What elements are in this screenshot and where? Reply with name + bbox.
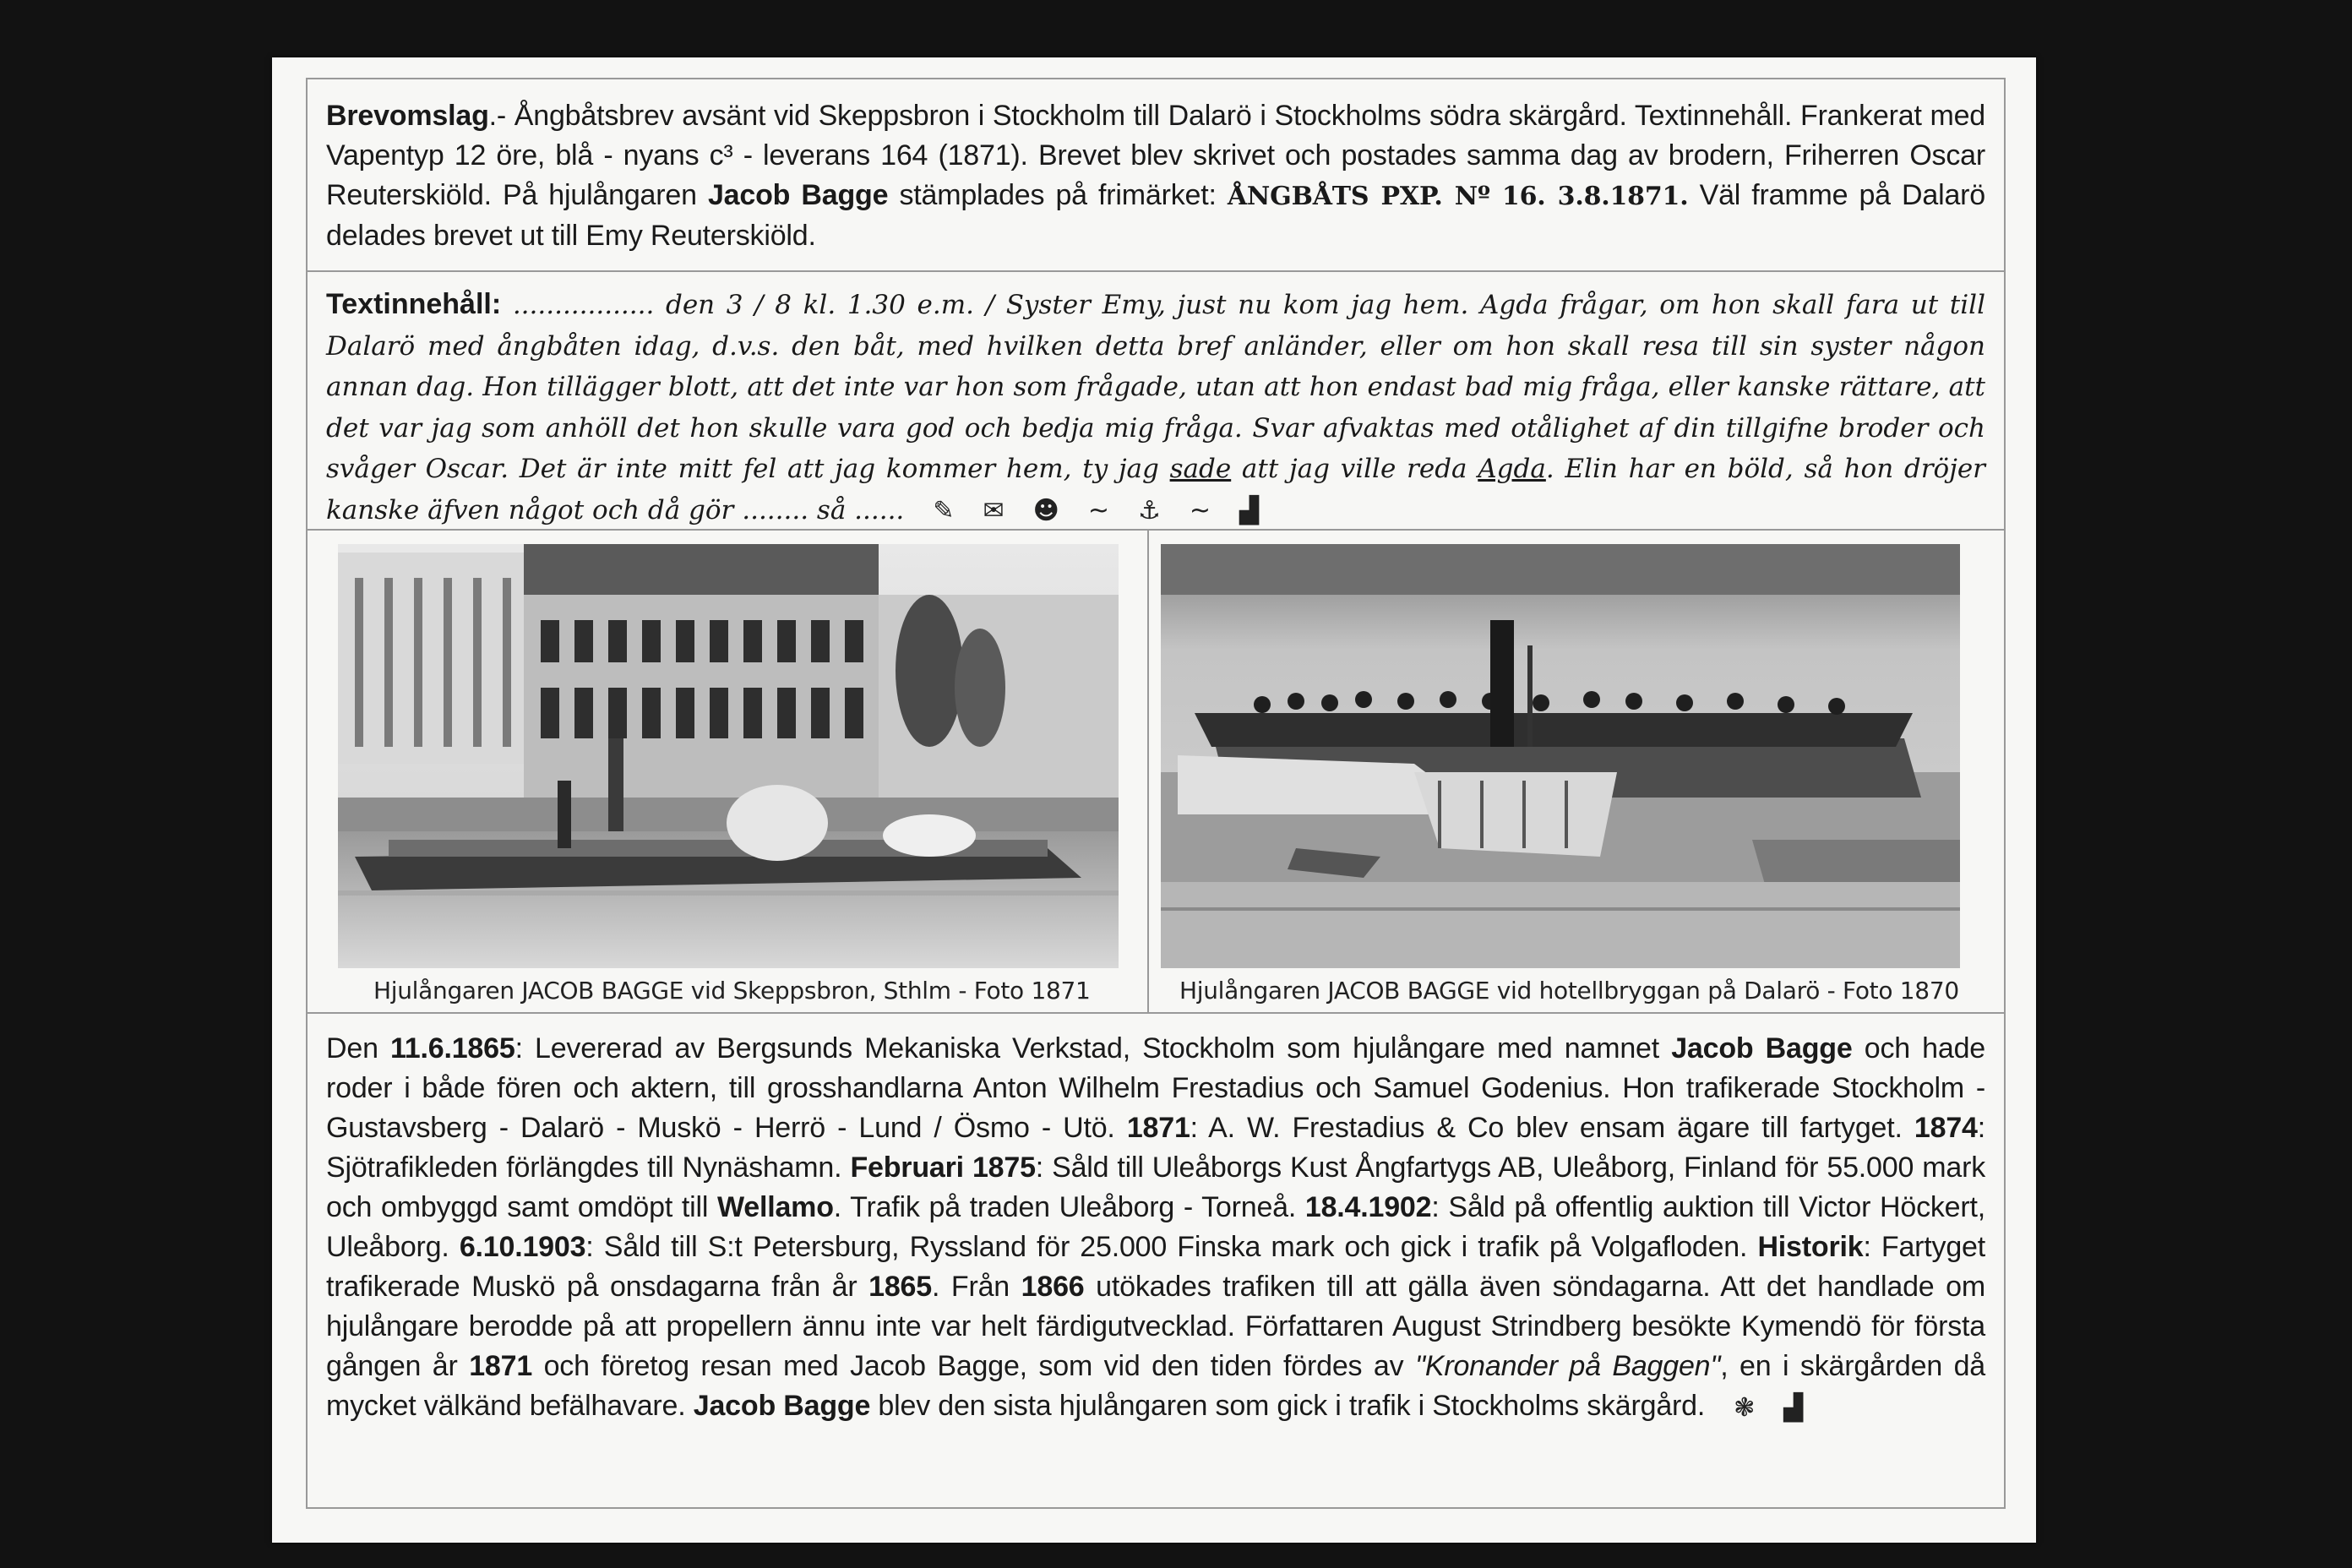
photo-skeppsbron — [338, 544, 1119, 968]
anchor-icon: ⚓ — [1138, 495, 1161, 525]
pen-icon: ✎ — [933, 495, 955, 525]
wave-icon: ~ — [1087, 495, 1109, 525]
icon-row — [933, 491, 1259, 532]
steamship-icon: ▟ — [1239, 495, 1260, 525]
envelope-description — [308, 79, 2004, 272]
letter-paragraph: Textinnehåll: ................. den 3 / 8 kl. 1.30 e.m. / Syster Emy, just nu kom jag hem. Agda frågar, om hon skall fara ut till Dalarö med ångbåten idag, d.v.s. den båt, med hvilken detta bref anländer, eller om hon skall resa till sin syster någon annan dag. Hon tillägger blott, att det inte var hon som frågade, utan att hon endast bad mig fråga, eller kanske rättare, att det var jag som anhöll det hon skulle vara god och bedja mig fråga. Svar afvaktas med otålighet af din tillgifne broder och svåger Oscar. Det är inte mitt fel att jag kommer hem, ty jag sade att jag ville reda Agda. Elin har en böld, så hon dröjer kanske äfven något och då gör ........ så ...... ✎ ✉ ☻ ~ ⚓ ~ ▟ — [326, 284, 1985, 531]
ship-wheel-icon: ❃ — [1734, 1392, 1756, 1423]
photo-section — [308, 531, 2004, 1014]
text-frame — [306, 78, 2006, 1509]
heading-brevomslag: Brevomslag — [326, 100, 489, 132]
end-icons — [1734, 1388, 1803, 1428]
heading-historik: Historik — [1757, 1231, 1864, 1263]
caption-skeppsbron: Hjulångaren JACOB BAGGE vid Skeppsbron, Sthlm - Foto 1871 — [373, 977, 1091, 1004]
postman-icon: ☻ — [1032, 495, 1059, 525]
letter-content — [308, 272, 2004, 531]
ship-history — [308, 1014, 2004, 1507]
album-page — [272, 57, 2036, 1543]
envelope-paragraph: Brevomslag.- Ångbåtsbrev avsänt vid Skeppsbron i Stockholm till Dalarö i Stockholms södra skärgård. Textinnehåll. Frankerat med Vapentyp 12 öre, blå - nyans c³ - leverans 164 (1871). Brevet blev skrivet och postades samma dag av brodern, Friherren Oscar Reuterskiöld. På hjulångaren Jacob Bagge stämplades på frimärket: ÅNGBÅTS PXP. Nº 16. 3.8.1871. Väl framme på Dalarö delades brevet ut till Emy Reuterskiöld. — [326, 100, 1985, 252]
envelope-icon: ✉ — [983, 495, 1004, 525]
heading-textinnehall: Textinnehåll: — [326, 288, 502, 320]
steamship-icon: ▟ — [1783, 1392, 1803, 1423]
postmark-text: ÅNGBÅTS PXP. Nº 16. 3.8.1871. — [1227, 182, 1689, 211]
photo-dalaro — [1161, 544, 1960, 968]
wave-icon: ~ — [1189, 495, 1211, 525]
skeppsbron-image — [338, 544, 1119, 968]
dalaro-image — [1161, 544, 1960, 968]
history-paragraph: Den 11.6.1865: Levererad av Bergsunds Mekaniska Verkstad, Stockholm som hjulångare med namnet Jacob Bagge och hade roder i både fören och aktern, till grosshandlarna Anton Wilhelm Frestadius och Samuel Godenius. Hon trafikerade Stockholm - Gustavsberg - Dalarö - Muskö - Herrö - Lund / Ösmo - Utö. 1871: A. W. Frestadius & Co blev ensam ägare till fartyget. 1874: Sjötrafikleden förlängdes till Nynäshamn. Februari 1875: Såld till Uleåborgs Kust Ångfartygs AB, Uleåborg, Finland för 55.000 mark och ombyggd samt omdöpt till Wellamo. Trafik på traden Uleåborg - Torneå. 18.4.1902: Såld på offentlig auktion till Victor Höckert, Uleåborg. 6.10.1903: Såld till S:t Petersburg, Ryssland för 25.000 Finska mark och gick i trafik på Volgafloden. Historik: Fartyget trafikerade Muskö på onsdagarna från år 1865. Från 1866 utökades trafiken till att gälla även söndagarna. Att det handlade om hjulångare berodde på att propellern ännu inte var helt färdigutvecklad. Författaren August Strindberg besökte Kymendö för första gången år 1871 och företog resan med Jacob Bagge, som vid den tiden fördes av "Kronander på Baggen", en i skärgården då mycket välkänd befälhavare. Jacob Bagge blev den sista hjulångaren som gick i trafik i Stockholms skärgård. ❃ ▟ — [326, 1029, 1985, 1428]
photo-divider — [1147, 531, 1149, 1012]
caption-dalaro: Hjulångaren JACOB BAGGE vid hotellbryggan på Dalarö - Foto 1870 — [1179, 977, 1959, 1004]
